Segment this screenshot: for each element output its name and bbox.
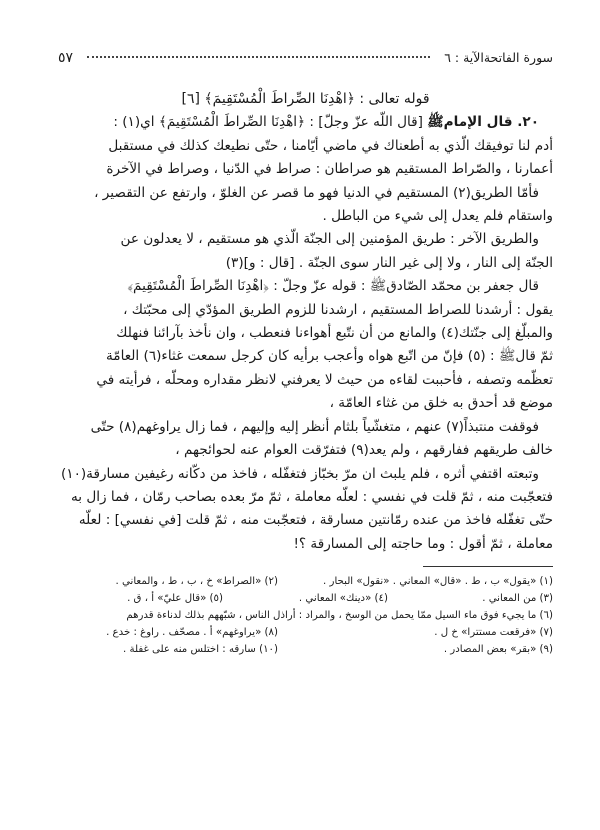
footnote-6: (٦) ما يجيء فوق ماء السيل ممّا يحمل من الوسخ ، والمراد : أراذل الناس ، شبّههم بذلك لدناءة قدرهم <box>126 610 553 622</box>
text-line: ثمّ قالﷺ : (٥) فإنّ من اتّبع هواه وأعجب برأيه كان كرجل سمعت غثاء(٦) العامّة <box>106 348 553 365</box>
page-header <box>58 50 553 72</box>
footnote-row <box>58 590 553 607</box>
verse-heading: قوله تعالى : ﴿اهْدِنَا الصِّراطَ الْمُسْتَقِيمَ﴾ [٦] <box>181 91 430 107</box>
paragraph-intro-rest: [قال اللّه عزّ وجلّ] : ﴿اهْدِنَا الصِّراطَ الْمُسْتَقِيمَ﴾ اي(١) : <box>113 114 428 131</box>
text-line: معاملة ، ثمّ أقول : وما حاجته إلى المسارقة ؟! <box>293 535 553 552</box>
text-line: الجنّة إلى النار ، ولا إلى غير النار سوى الجنّة . [قال : و](٣) <box>225 254 553 271</box>
running-title: سورة الفاتحة‌الآية : ٦ <box>444 50 553 65</box>
text-line: فوقفت منتبذاً(٧) عنهم ، متغشّياً بلثام أنظر إليه وإليهم ، فما زال يراوغهم(٨) حتّى <box>90 418 539 435</box>
text-line: والمبلّغ إلى جنّتك(٤) والمانع من أن نتّبع أهواءنا فنعطب ، وان نأخذ بآرائنا فنهلك <box>116 325 553 342</box>
footnote-1: (١) «يقول» ب ، ط . «قال» المعاني . «نقول» البحار . <box>323 576 553 588</box>
footnote-9: (٩) «بقر» بعض المصادر . <box>443 644 553 656</box>
footnote-5: (٥) «قال عليّ» أ ، ق . <box>127 593 223 605</box>
text-line: حتّى تغفّله فاخذ من عنده رمّانتين مسارقة ، فتعجّبت منه ، ثمّ قلت [في نفسي] : لعلّه <box>78 512 553 529</box>
text-line: خالف طريقهم ففارقهم ، ولم يعد(٩) فتفرّقت العوام عنه لحوائجهم ، <box>175 442 553 459</box>
footnote-8: (٨) «يراوغهم» أ . مصحّف . راوغ : خدع . <box>106 627 278 639</box>
footnote-separator <box>423 566 553 567</box>
footnote-7: (٧) «فرقعت مستترا» خ ل . <box>434 627 553 639</box>
text-line: تعظّمه وتصفه ، فأحببت لقاءه من حيث لا يعرفني لانظر مقداره ومحلّه ، فرأيته في <box>96 371 553 388</box>
footnote-3: (٣) من المعاني . <box>482 593 553 605</box>
text-line: أعمارنا ، والصّراط المستقيم هو صراطان : صراط في الدّنيا ، وصراط في الآخرة <box>106 161 553 178</box>
text-line: فأمّا الطريق(٢) المستقيم في الدنيا فهو ما قصر عن الغلوّ ، وارتفع عن التقصير ، <box>94 184 539 201</box>
header-dotted-rule <box>87 56 430 58</box>
text-line: قال جعفر بن محمّد الصّادقﷺ : قوله عزّ وجلّ : ﴿اهْدِنَا الصِّراطَ الْمُسْتَقِيمَ﴾ <box>127 278 539 295</box>
footnote-row <box>58 573 553 590</box>
footnote-4: (٤) «دينك» المعاني . <box>298 593 388 605</box>
section-label: ٢٠. قال الإمامﷺ <box>427 114 539 131</box>
text-line: والطريق الآخر : طريق المؤمنين إلى الجنّة الّذي هو مستقيم ، لا يعدلون عن <box>120 231 539 248</box>
text-line: موضع قد أحدق به خلق من غثاء العامّة ، <box>329 395 553 412</box>
footnote-2: (٢) «الصراط» خ ، ب ، ط ، والمعاني . <box>115 576 278 588</box>
page-number: ٥٧ <box>58 50 74 66</box>
text-line: أدم لنا توفيقك الّذي به أطعناك في ماضي أيّامنا ، حتّى نطيعك كذلك في مستقبل <box>108 137 553 154</box>
paragraph-intro <box>58 111 553 134</box>
text-line: فتعجّبت منه ، ثمّ قلت في نفسي : لعلّه معاملة ، ثمّ مرّ بعده بصاحب رمّان ، فما زال به <box>71 488 553 505</box>
book-page <box>58 50 553 810</box>
text-line: يقول : أرشدنا للصراط المستقيم ، ارشدنا للزوم الطريق المؤدّي إلى محبّتك ، <box>123 301 553 318</box>
footnote-10: (١٠) سارقه : اختلس منه على غفلة . <box>123 644 278 656</box>
footnotes <box>58 573 553 658</box>
footnote-row <box>58 624 553 641</box>
main-text <box>58 88 553 556</box>
footnote-row <box>58 641 553 658</box>
text-line: وتبعته اقتفي أثره ، فلم يلبث ان مرّ بخبّاز فتغفّله ، فاخذ من دكّانه رغيفين مسارقة(١٠) <box>60 465 539 482</box>
text-line: واستقام فلم يعدل إلى شيء من الباطل . <box>322 208 553 225</box>
